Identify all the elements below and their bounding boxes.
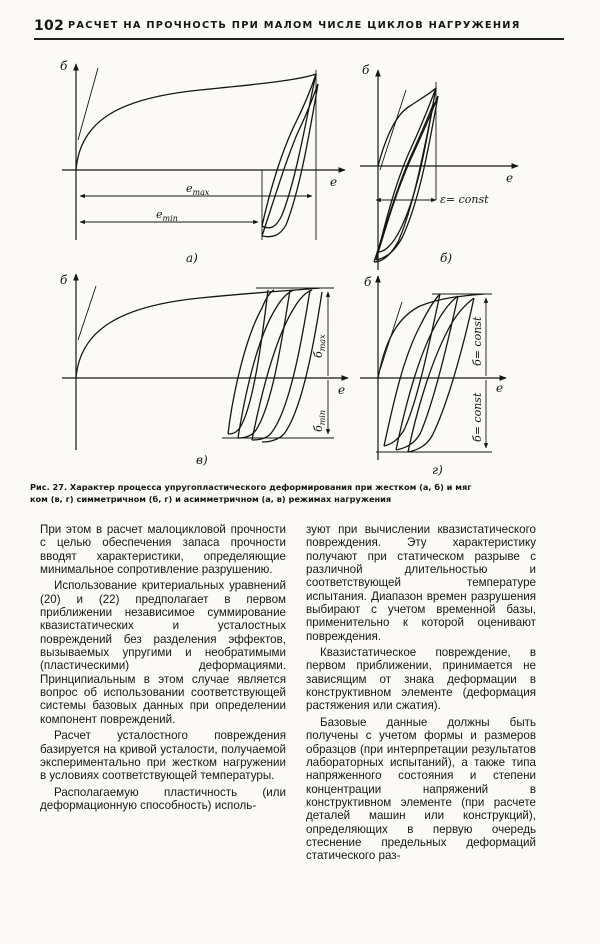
elastic-line (78, 286, 96, 340)
loop-2b (238, 290, 294, 438)
loop-4a (262, 292, 322, 442)
const-label: ε= const (440, 193, 489, 206)
figure-caption (30, 481, 575, 505)
loop-3a (408, 298, 474, 452)
e-label: e (330, 175, 338, 189)
loop-3a (252, 290, 310, 440)
running-header (34, 18, 564, 40)
panel-b-label: б) (440, 251, 453, 265)
loop-3b (408, 298, 474, 452)
sigma-max-label: $б_{max}$ (312, 334, 327, 358)
loop-1b (384, 294, 440, 446)
loop-2b (376, 96, 438, 260)
panel-a-label: а) (186, 251, 198, 265)
panel-a (60, 59, 345, 265)
sigma-label: б (60, 59, 68, 73)
left-column (40, 523, 286, 815)
e-label: e (338, 383, 346, 397)
loop-1a (384, 294, 440, 446)
sigma-label: б (364, 275, 372, 289)
e-label: e (496, 381, 504, 395)
elastic-line (380, 90, 406, 170)
hysteresis-diagrams (0, 40, 600, 480)
page-number: 102 (34, 18, 65, 34)
e-max-label: $e_{max}$ (186, 182, 210, 197)
running-title: РАСЧЕТ НА ПРОЧНОСТЬ ПРИ МАЛОМ ЧИСЛЕ ЦИКЛОВ НАГРУЖЕНИЯ (68, 20, 521, 31)
paragraph: Базовые данные должны быть получены с учетом формы и размеров образцов (при интерпретации результатов лабораторных испытаний), а также типа напряженного состояния и степени концентрации напряжений в конструктивном элементе (при расчете деталей машин или конструкций), определяющих в первую очередь стеснение предельных деформаций статического раз- (306, 715, 536, 863)
sigma-min-label: $б_{min}$ (312, 409, 327, 432)
loop-3b (252, 290, 312, 440)
e-label: e (506, 171, 514, 185)
caption-line: Рис. 27. Характер процесса упругопластического деформирования при жестком (а, б) и мяг (30, 482, 472, 492)
caption-line: ком (в, г) симметричном (б, г) и асимметричном (а, в) режимах нагружения (30, 494, 392, 504)
loop-1b (228, 290, 274, 434)
elastic-line (78, 68, 98, 140)
loop-2a (376, 96, 438, 260)
loading-curve (76, 74, 316, 170)
sigma-label: б (362, 63, 370, 77)
paragraph: зуют при вычислении квазистатического повреждения. Эту характеристику получают при статическом разрыве с различной длительностью и соответствующей температуре испытания. Диапазон времен разрушения выбирают с учетом временной базы, применительно к которой оценивают повреждения. (306, 523, 536, 643)
const-top-label: б= const (471, 316, 484, 366)
loop-1a (228, 290, 268, 434)
const-bottom-label: б= const (471, 392, 484, 442)
panel-b (360, 63, 518, 270)
paragraph: Квазистатическое повреждение, в первом приближении, принимается не зависящим от знака деформации в конструктивном элементе (деформация растяжения или сжатия). (306, 646, 536, 713)
panel-v-label: в) (196, 453, 208, 467)
paragraph: Расчет усталостного повреждения базируется на кривой усталости, получаемой экспериментально при жестком нагружении в условиях соответствующей температуры. (40, 729, 286, 783)
paragraph: Использование критериальных уравнений (20) и (22) предполагает в первом приближении независимое суммирование квазистатических и усталостных повреждений без разделения эффектов, вызываемых упругими и необратимыми (пластическими) деформациями. Принципиальным в этом случае является вопрос об использовании соответствующей системы базовых данных при определении компонент повреждений. (40, 579, 286, 726)
panel-g (360, 275, 506, 477)
right-column (306, 523, 536, 866)
loop-1b (262, 74, 316, 226)
figure-27 (0, 40, 600, 480)
e-min-label: $e_{min}$ (156, 208, 178, 223)
panel-g-label: г) (432, 463, 443, 477)
panel-v (60, 273, 348, 467)
paragraph: При этом в расчет малоцикловой прочности с целью обеспечения запаса прочности вводят характеристики, определяющие минимальное сопротивление разрушению. (40, 523, 286, 577)
paragraph: Располагаемую пластичность (или деформационную способность) исполь- (40, 785, 286, 812)
sigma-label: б (60, 273, 68, 287)
